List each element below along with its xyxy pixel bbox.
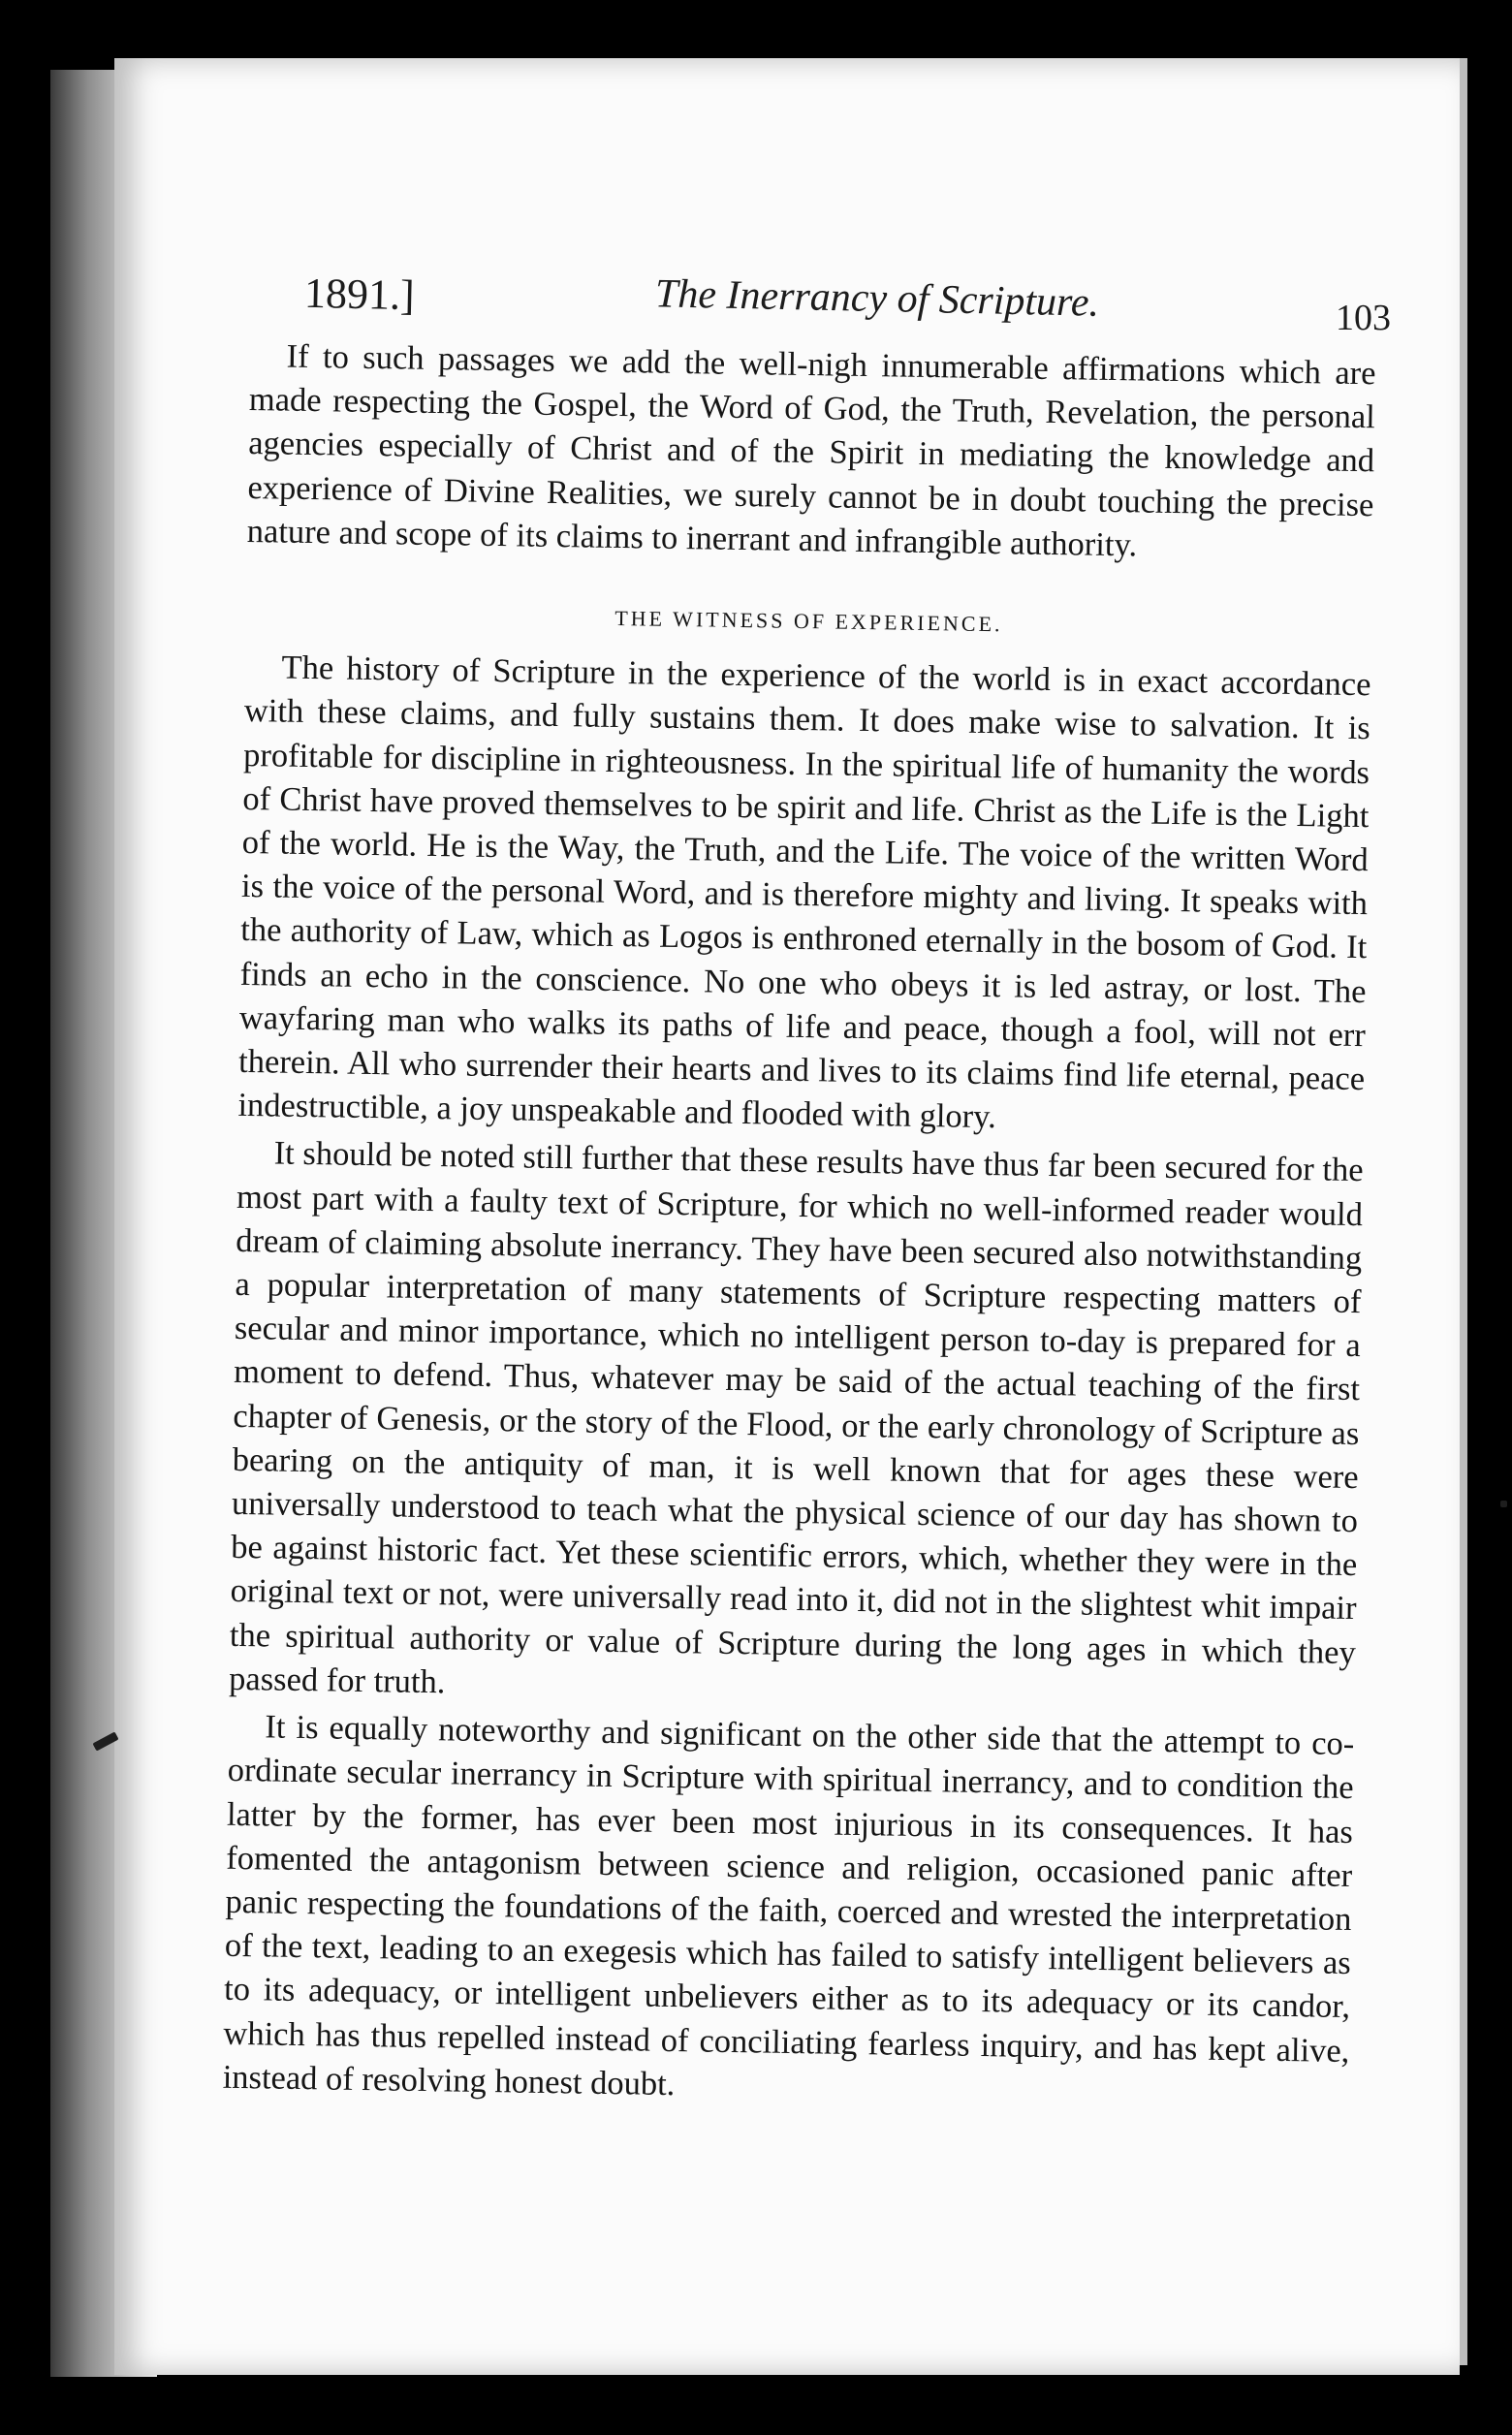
page-number: 103 xyxy=(1336,298,1391,338)
paragraph-4: It is equally noteworthy and significant on the other side that the attempt to co-ordinate secular inerrancy in Scripture with spiritual inerrancy, and to condition the latter by the former, has ever been most injurious in its consequences. It has fomented the antagonism between science and religion, occasioned panic after panic respecting the foundations of the faith, coerced and wrested the interpretation of the text, leading to an exegesis which has failed to satisfy intelligent believers as to its adequacy, or intelligent unbelievers either as to its adequacy or its candor, which has thus repelled instead of conciliating fearless inquiry, and has kept alive, instead of resolving honest doubt. xyxy=(222,1708,1355,2103)
running-head xyxy=(194,269,1391,338)
paragraph-1: If to such passages we add the well-nigh innumerable affirmations which are made respecting the Gospel, the Word of God, the Truth, Revelation, the personal agencies especially of Christ and of the Spirit in mediating the knowledge and experience of Divine Realities, we surely cannot be in doubt touching the precise nature and scope of its claims to inerrant and infrangible authority. xyxy=(246,337,1376,564)
paragraph-3: It should be noted still further that these results have thus far been secured for the most part with a faulty text of Scripture, for which no well-informed reader would dream of claiming absolute inerrancy. They have been secured also notwithstanding a popular interpretation of many statements of Scripture respecting matters of secular and minor importance, which no intelligent person to-day is prepared for a moment to defend. Thus, whatever may be said of the actual teaching of the first chapter of Genesis, or the story of the Flood, or the early chronology of Scripture as bearing on the antiquity of man, it is well known that for ages these were universally understood to teach what the physical science of our day has shown to be against historic fact. Yet these scientific errors, which, whether they were in the original text or not, were universally read into it, did not in the slightest whit impair the spiritual authority or value of Scripture during the long ages in which they passed for truth. xyxy=(228,1134,1364,1701)
running-head-year: 1891.] xyxy=(303,269,416,320)
body-text xyxy=(222,334,1375,2117)
running-head-title: The Inerrancy of Scripture. xyxy=(654,271,1100,326)
paragraph-2: The history of Scripture in the experience of the world is in exact accordance with these claims, and fully sustains them. It does make wise to salvation. It is profitable for discipline in righteousness. In the spiritual life of humanity the words of Christ have proved themselves to be spirit and life. Christ as the Life is the Light of the world. He is the Way, the Truth, and the Life. The voice of the written Word is the voice of the personal Word, and is therefore mighty and living. It speaks with the authority of Law, which as Logos is enthroned eternally in the bosom of God. It finds an echo in the conscience. No one who obeys it is led astray, or lost. The wayfaring man who walks its paths of life and peace, though a fool, will not err therein. All who surrender their hearts and lives to its claims find life eternal, peace indestructible, a joy unspeakable and flooded with glory. xyxy=(237,648,1371,1136)
margin-dot xyxy=(1500,1501,1507,1507)
page-edge-right xyxy=(1460,58,1467,2365)
section-heading: THE WITNESS OF EXPERIENCE. xyxy=(614,605,1003,637)
